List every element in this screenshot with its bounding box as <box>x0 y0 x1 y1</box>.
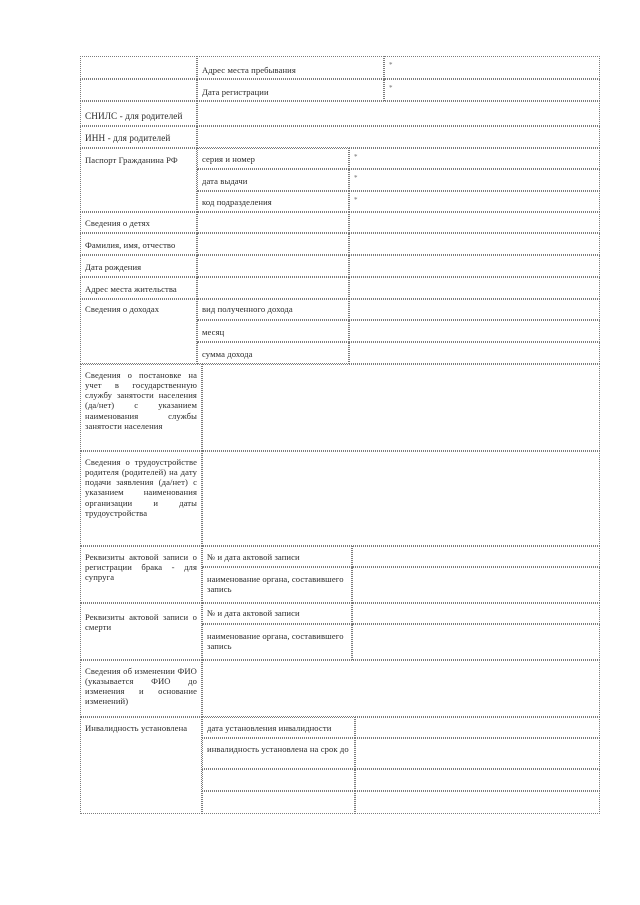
birthdate-label: Дата рождения <box>80 255 197 277</box>
residence-label: Адрес места жительства <box>80 277 197 299</box>
disability-term-value[interactable] <box>355 738 600 769</box>
employment-service-label: Сведения о постановке на учет в государственную службу занятости населения (да/нет) с указанием наименования службы занятости населения <box>80 364 202 451</box>
death-record-label: № и дата актовой записи <box>202 603 352 624</box>
children-label: Сведения о детях <box>80 212 197 233</box>
required-mark: * <box>389 61 393 69</box>
stay-address-value[interactable] <box>384 56 600 79</box>
required-mark: * <box>354 196 358 204</box>
birthdate-value[interactable] <box>349 255 600 277</box>
disability-extra-value[interactable] <box>355 791 600 814</box>
passport-series-label: серия и номер <box>197 148 349 169</box>
income-sum-label: сумма дохода <box>197 342 349 364</box>
marriage-org-value[interactable] <box>352 567 600 603</box>
residence-value[interactable] <box>197 277 349 299</box>
registration-date-value[interactable] <box>384 79 600 101</box>
birthdate-value[interactable] <box>197 255 349 277</box>
registration-date-label: Дата регистрации <box>197 79 384 101</box>
passport-series-value[interactable] <box>349 148 600 169</box>
passport-issue-label: дата выдачи <box>197 169 349 191</box>
employment-service-value[interactable] <box>202 364 600 451</box>
disability-date-label: дата установления инвалидности <box>202 717 355 738</box>
stay-address-label: Адрес места пребывания <box>197 56 384 79</box>
passport-code-value[interactable] <box>349 191 600 212</box>
employment-label: Сведения о трудоустройстве родителя (родителей) на дату подачи заявления (да/нет) с указанием наименования организации и даты трудоустройства <box>80 451 202 546</box>
passport-label: Паспорт Гражданина РФ <box>80 148 197 212</box>
disability-label: Инвалидность установлена <box>80 717 202 814</box>
death-org-value[interactable] <box>352 624 600 660</box>
empty-label-cell <box>80 79 197 101</box>
snils-value[interactable] <box>197 101 600 126</box>
disability-term-label: инвалидность установлена на срок до <box>202 738 355 769</box>
passport-issue-value[interactable] <box>349 169 600 191</box>
children-value[interactable] <box>349 212 600 233</box>
passport-code-label: код подразделения <box>197 191 349 212</box>
children-value[interactable] <box>197 212 349 233</box>
required-mark: * <box>354 174 358 182</box>
residence-value[interactable] <box>349 277 600 299</box>
income-month-label: месяц <box>197 320 349 342</box>
disability-extra-label <box>202 769 355 791</box>
empty-label-cell <box>80 56 197 79</box>
fio-value[interactable] <box>349 233 600 255</box>
marriage-record-value[interactable] <box>352 546 600 567</box>
death-record-value[interactable] <box>352 603 600 624</box>
inn-label: ИНН - для родителей <box>80 126 197 148</box>
income-type-label: вид полученного дохода <box>197 299 349 320</box>
inn-value[interactable] <box>197 126 600 148</box>
fio-value[interactable] <box>197 233 349 255</box>
income-type-value[interactable] <box>349 299 600 320</box>
snils-label: СНИЛС - для родителей <box>80 101 197 126</box>
marriage-org-label: наименование органа, составившего запись <box>202 567 352 603</box>
application-form-table <box>80 56 600 816</box>
marriage-record-label: № и дата актовой записи <box>202 546 352 567</box>
name-change-value[interactable] <box>202 660 600 717</box>
required-mark: * <box>389 84 393 92</box>
death-label: Реквизиты актовой записи о смерти <box>80 603 202 660</box>
fio-label: Фамилия, имя, отчество <box>80 233 197 255</box>
income-sum-value[interactable] <box>349 342 600 364</box>
disability-date-value[interactable] <box>355 717 600 738</box>
disability-extra-value[interactable] <box>355 769 600 791</box>
death-org-label: наименование органа, составившего запись <box>202 624 352 660</box>
income-label: Сведения о доходах <box>80 299 197 364</box>
income-month-value[interactable] <box>349 320 600 342</box>
employment-value[interactable] <box>202 451 600 546</box>
marriage-label: Реквизиты актовой записи о регистрации брака - для супруга <box>80 546 202 603</box>
disability-extra-label <box>202 791 355 814</box>
required-mark: * <box>354 153 358 161</box>
name-change-label: Сведения об изменении ФИО (указывается ФИО до изменения и основание изменений) <box>80 660 202 717</box>
